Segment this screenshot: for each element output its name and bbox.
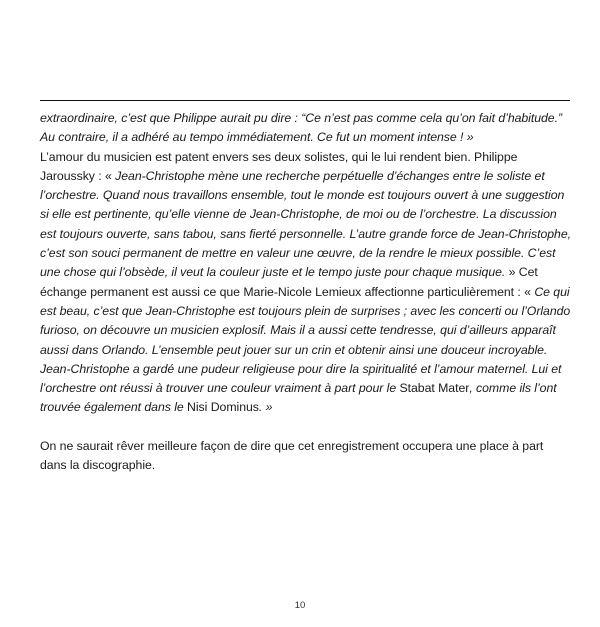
- text-run-title-nisi-dominus: Nisi Dominus: [187, 400, 259, 415]
- text-run-6: . »: [258, 400, 273, 415]
- top-divider-rule: [40, 100, 570, 101]
- text-run-4: Ce qui est beau, c’est que Jean-Christophe est toujours plein de surprises ; avec les concerti ou l’Orlando furioso, on découvre un musicien explosif. Mais il a aussi cette tendresse, qui d’ailleurs apparaît aussi dans Orlando. L’ensemble peut jouer sur un crin et obtenir ainsi une douceur incroyable. Jean-Christophe a gardé une pudeur religieuse pour dire la spiritualité et l’amour maternel. Lui et l’orchestre ont réussi à trouver une couleur vraiment à part pour le: [40, 284, 571, 396]
- text-run-1: L’amour du musicien est patent envers ses deux solistes, qui le lui rendent bien. Philippe Jaroussky : «: [40, 149, 518, 183]
- text-run-2: Jean-Christophe mène une recherche perpétuelle d’échanges entre le soliste et l’orchestre. Quand nous travaillons ensemble, tout le monde est toujours ouvert à une suggestion si elle est pertinente, qu’elle vienne de Jean-Christophe, de moi ou de l’orchestre. La discussion est toujours ouverte, sans tabou, sans fierté personnelle. L’autre grande force de Jean-Christophe, c’est son souci permanent de mettre en valeur une œuvre, de la rendre le mieux possible. C’est une chose qui l’obsède, il veut la couleur juste et le tempo juste pour chaque musique.: [40, 168, 571, 280]
- text-run-title-stabat-mater: Stabat Mater: [399, 381, 470, 396]
- paragraph-jaroussky: [40, 148, 572, 418]
- text-run-3: » Cet échange permanent est aussi ce que Marie-Nicole Lemieux affectionne particulièrement : «: [40, 265, 538, 299]
- page-number: 10: [294, 600, 306, 611]
- paragraph-intro-quote: extraordinaire, c’est que Philippe aurait pu dire : “Ce n’est pas comme cela qu’on fait d’habitude.” Au contraire, il a adhéré au tempo immédiatement. Ce fut un moment intense ! »: [40, 111, 563, 145]
- paragraph-conclusion: On ne saurait rêver meilleure façon de dire que cet enregistrement occupera une place à part dans la discographie.: [40, 438, 544, 473]
- text-run-5: , comme ils l’ont trouvée également dans le: [40, 381, 557, 415]
- paragraph-gap-2: [40, 418, 570, 437]
